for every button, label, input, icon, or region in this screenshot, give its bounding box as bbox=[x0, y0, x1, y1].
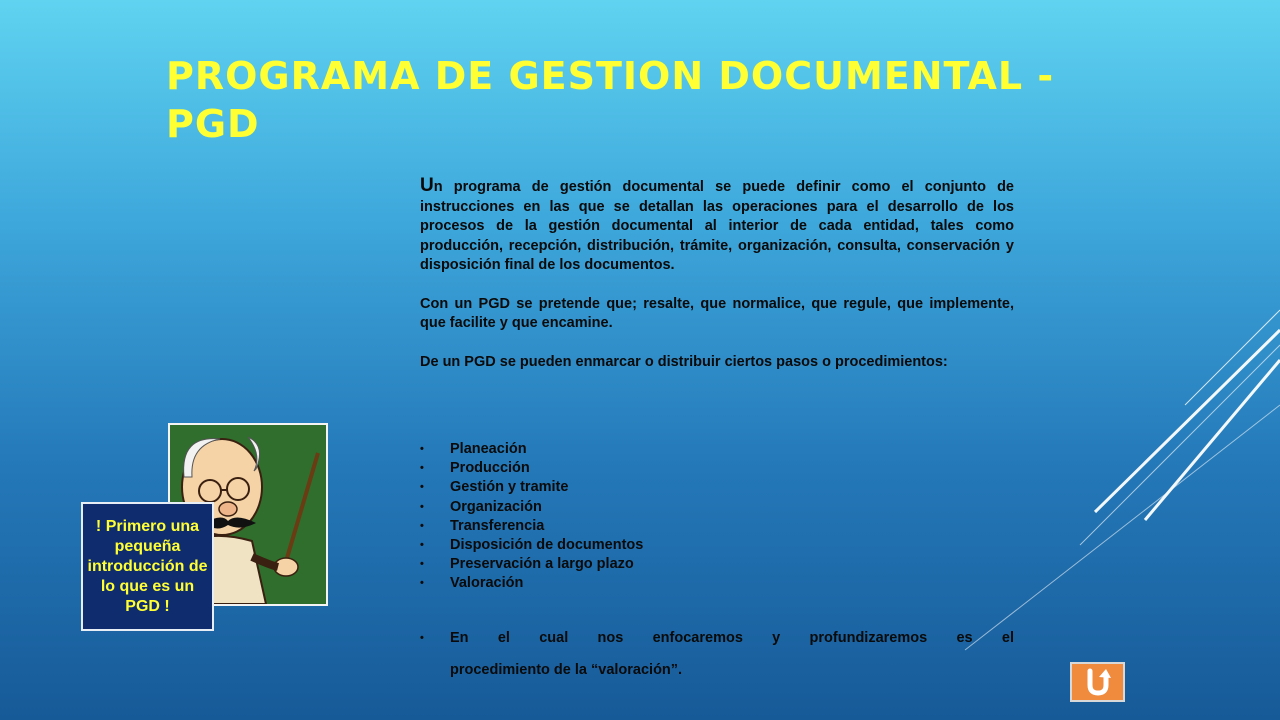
final-line-2: procedimiento de la “valoración”. bbox=[450, 662, 683, 678]
intro-callout bbox=[81, 502, 214, 631]
final-line-1: • En el cual nos enfocaremos y profundizaremos es el bbox=[420, 628, 1014, 648]
list-item: • Producción bbox=[420, 459, 1014, 478]
steps-intro-paragraph: De un PGD se pueden enmarcar o distribuir ciertos pasos o procedimientos: bbox=[420, 353, 948, 370]
list-item: • Disposición de documentos bbox=[420, 536, 1014, 555]
return-arrow-icon bbox=[1084, 667, 1112, 697]
list-item: • Valoración bbox=[420, 574, 1014, 593]
list-item: • Preservación a largo plazo bbox=[420, 555, 1014, 574]
body-text bbox=[420, 176, 1014, 391]
list-item: • Transferencia bbox=[420, 517, 1014, 536]
goals-paragraph: Con un PGD se pretende que; resalte, que normalice, que regule, que implemente, que facilite y que encamine. bbox=[420, 295, 1014, 331]
return-button[interactable] bbox=[1070, 662, 1125, 702]
list-item: • Organización bbox=[420, 498, 1014, 517]
intro-drop-letter: U bbox=[420, 175, 434, 196]
list-item: • Planeación bbox=[420, 440, 1014, 459]
intro-paragraph bbox=[420, 176, 1014, 276]
callout-text: ! Primero una pequeña introducción de lo que es un PGD ! bbox=[87, 517, 208, 615]
intro-text: n programa de gestión documental se puede definir como el conjunto de instrucciones en las que se detallan las operaciones para el desarrollo de los procesos de la gestión documental al interior de cada entidad, tales como producción, recepción, distribución, trámite, organización, consulta, conservación y disposición final de los documentos. bbox=[420, 179, 1014, 273]
slide-title: PROGRAMA DE GESTION DOCUMENTAL - PGD bbox=[166, 54, 1055, 146]
final-note bbox=[420, 628, 1014, 680]
steps-list bbox=[420, 440, 1014, 594]
list-item: • Gestión y tramite bbox=[420, 478, 1014, 497]
